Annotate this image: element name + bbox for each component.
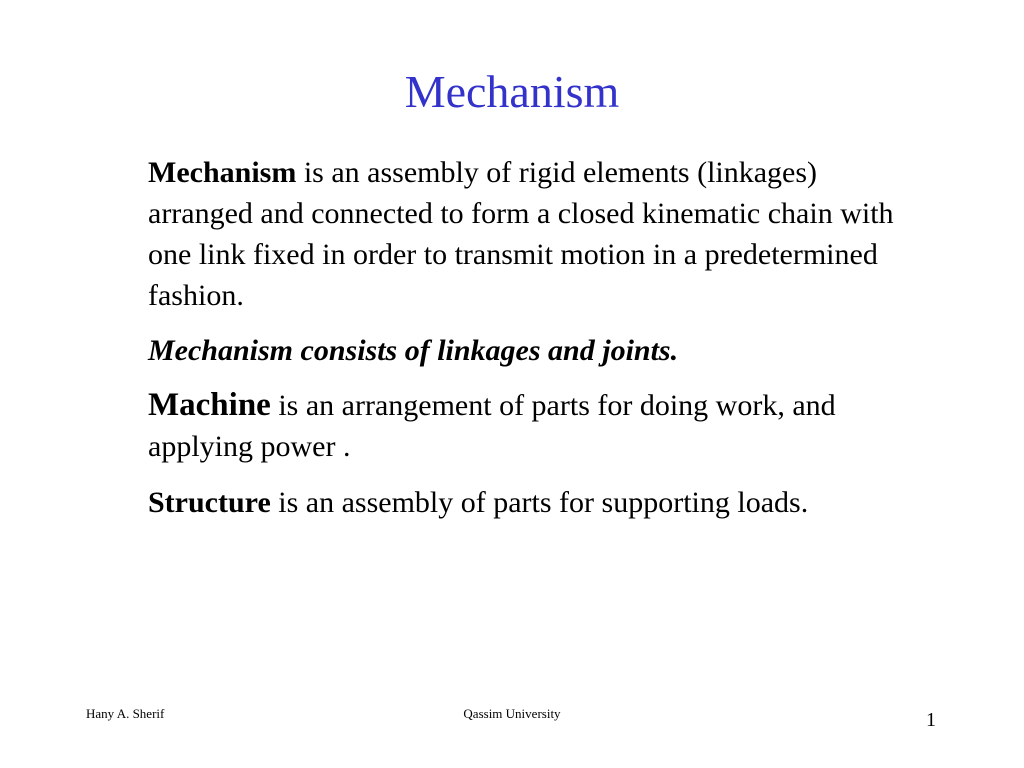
structure-term: Structure	[148, 486, 271, 519]
machine-definition-text: is an arrangement of parts for doing work, and applying power .	[148, 389, 836, 463]
machine-definition	[148, 385, 908, 467]
footer-institution: Qassim University	[463, 706, 561, 721]
page-number: 1	[926, 709, 936, 731]
structure-definition	[148, 482, 908, 523]
mechanism-term: Mechanism	[148, 156, 297, 189]
structure-definition-text: is an assembly of parts for supporting loads.	[270, 486, 809, 519]
slide-body	[148, 152, 908, 523]
footer-author: Hany A. Sherif	[86, 706, 165, 721]
mechanism-definition-text: is an assembly of rigid elements (linkages) arranged and connected to form a closed kinematic chain with one link fixed in order to transmit motion in a predetermined fashion.	[148, 156, 894, 312]
mechanism-definition	[148, 152, 908, 316]
slide-title: Mechanism	[404, 66, 620, 117]
mechanism-composition-statement: Mechanism consists of linkages and joints.	[148, 334, 679, 367]
machine-term: Machine	[148, 387, 271, 423]
